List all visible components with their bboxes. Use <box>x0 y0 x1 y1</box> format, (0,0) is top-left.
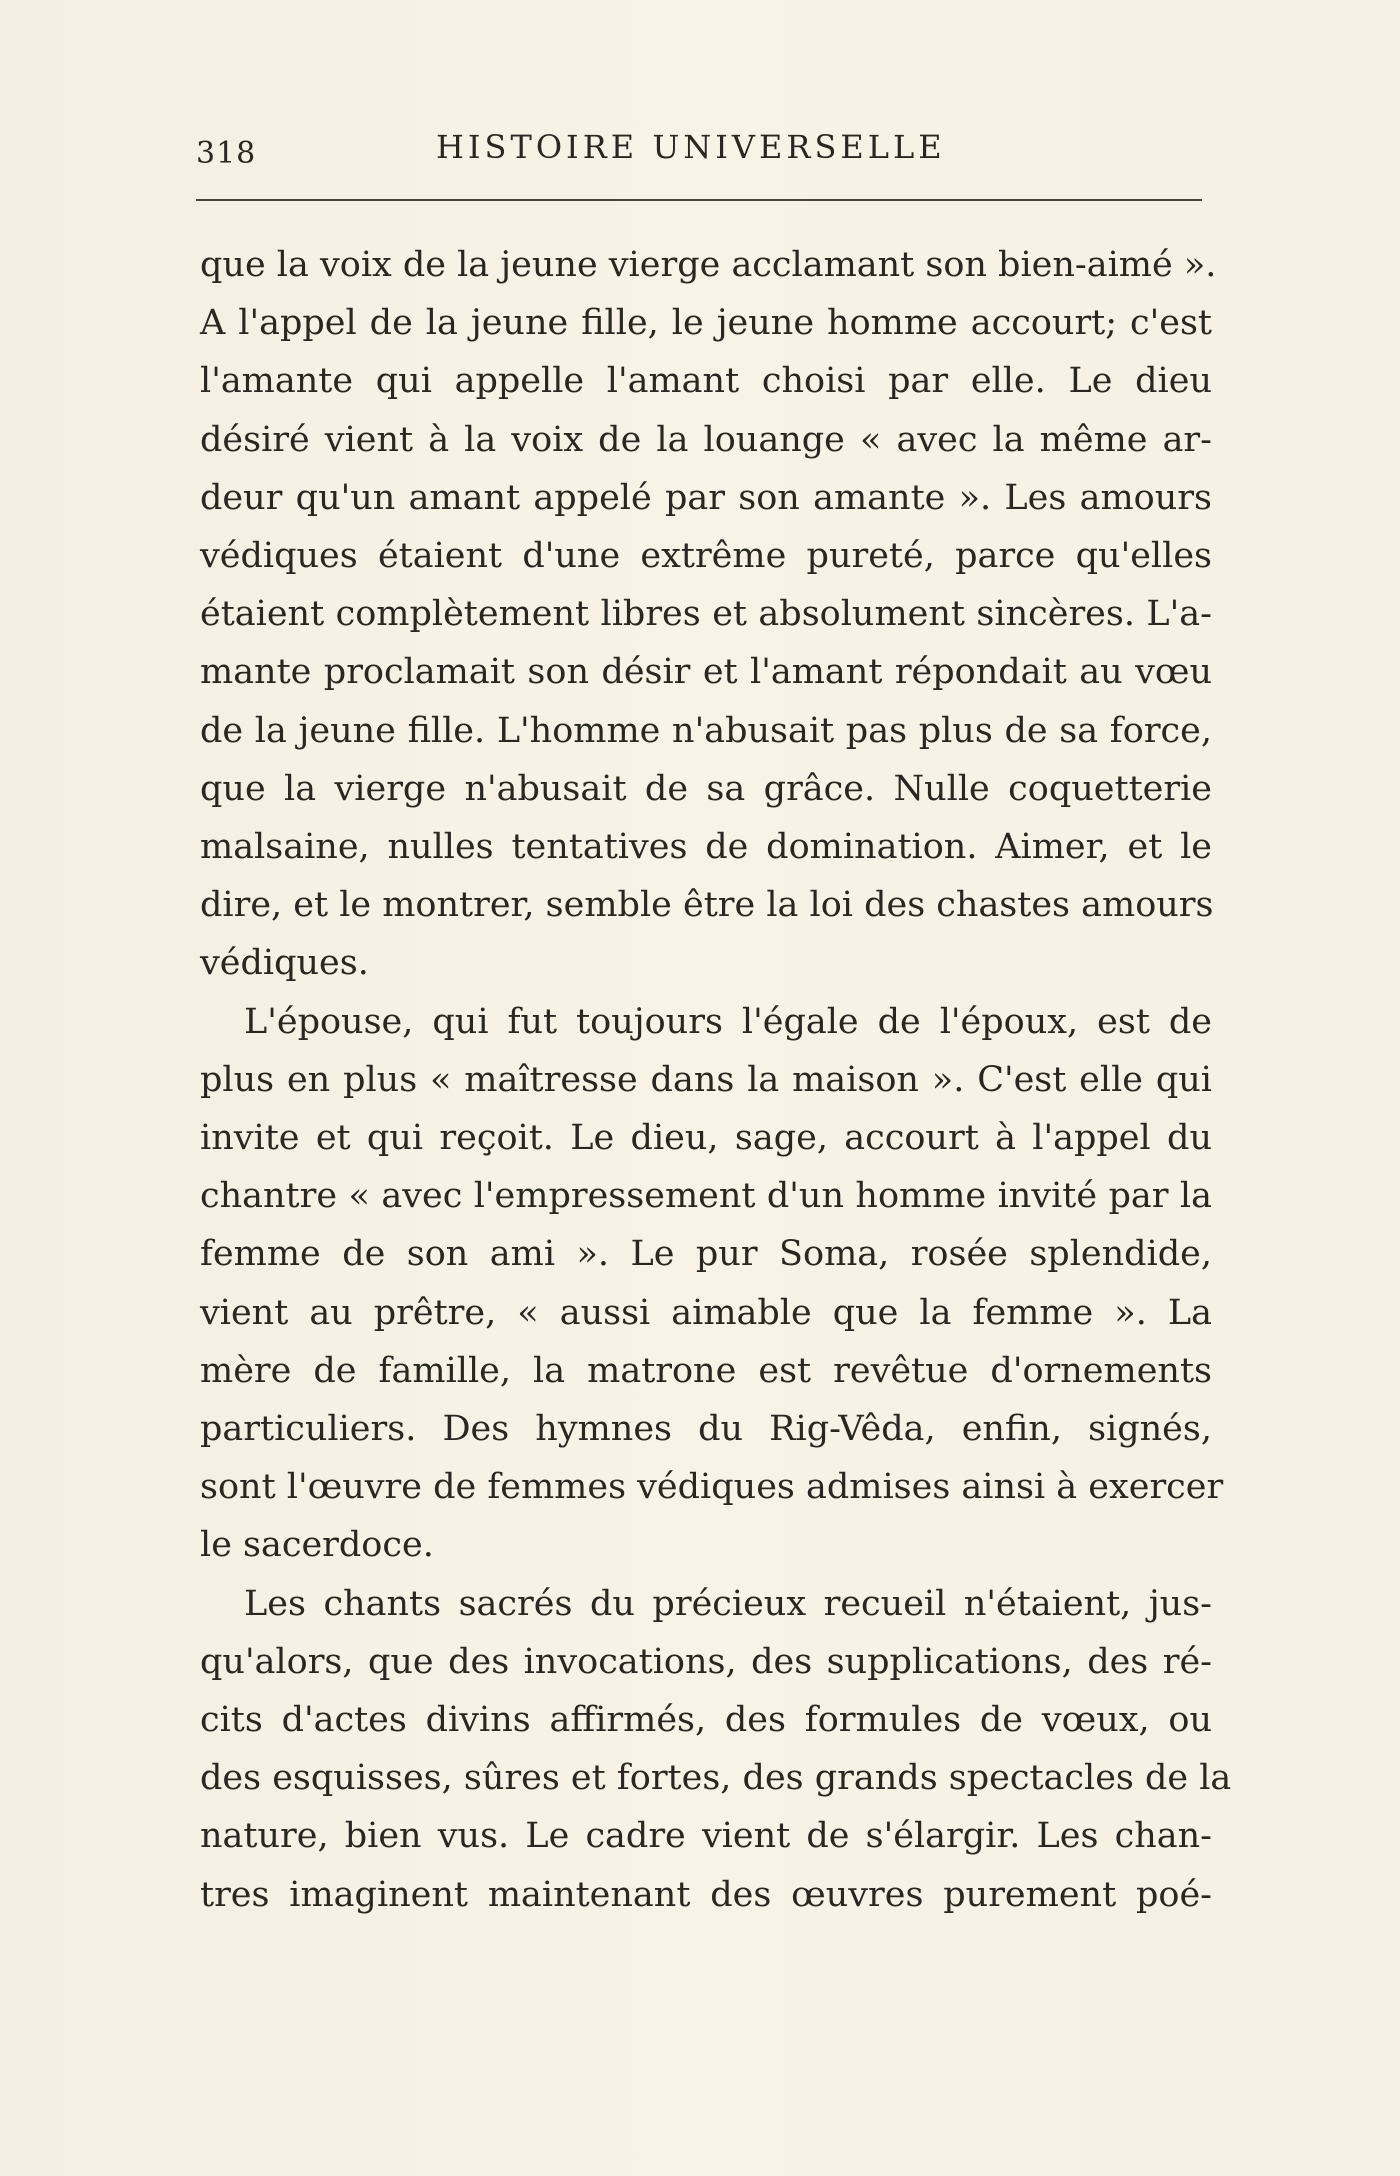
text-line: mante proclamait son désir et l'amant répondait au vœu <box>200 652 1212 693</box>
text-line: qu'alors, que des invocations, des supplications, des ré- <box>200 1641 1212 1682</box>
text-line: nature, bien vus. Le cadre vient de s'élargir. Les chan- <box>200 1816 1212 1857</box>
page-number: 318 <box>196 136 257 171</box>
text-line: l'amante qui appelle l'amant choisi par elle. Le dieu <box>200 361 1212 402</box>
text-line: tres imaginent maintenant des œuvres purement poé- <box>200 1874 1212 1915</box>
text-line: sont l'œuvre de femmes védiques admises ainsi à exercer <box>200 1467 1224 1508</box>
text-line: malsaine, nulles tentatives de domination. Aimer, et le <box>200 827 1212 868</box>
paragraph-3 <box>200 1575 1232 1924</box>
text-line: vient au prêtre, « aussi aimable que la femme ». La <box>200 1292 1212 1333</box>
text-line: invite et qui reçoit. Le dieu, sage, accourt à l'appel du <box>200 1118 1212 1159</box>
text-line: chantre « avec l'empressement d'un homme invité par la <box>200 1176 1212 1217</box>
text-line: de la jeune fille. L'homme n'abusait pas plus de sa force, <box>200 710 1212 751</box>
text-line: plus en plus « maîtresse dans la maison ». C'est elle qui <box>200 1059 1212 1100</box>
text-line: A l'appel de la jeune fille, le jeune homme accourt; c'est <box>200 303 1212 344</box>
text-line: le sacerdoce. <box>200 1525 434 1566</box>
text-line: étaient complètement libres et absolument sincères. L'a- <box>200 594 1212 635</box>
page-header <box>196 128 1202 172</box>
text-line: particuliers. Des hymnes du Rig-Vêda, enfin, signés, <box>200 1409 1212 1450</box>
paragraph-2 <box>200 993 1224 1575</box>
body-text <box>200 236 1232 1924</box>
text-line: Les chants sacrés du précieux recueil n'étaient, jus- <box>244 1583 1212 1624</box>
text-line: des esquisses, sûres et fortes, des grands spectacles de la <box>200 1758 1232 1799</box>
paragraph-1 <box>200 236 1217 993</box>
text-line: deur qu'un amant appelé par son amante ». Les amours <box>200 477 1212 518</box>
text-line: védiques étaient d'une extrême pureté, parce qu'elles <box>200 536 1212 577</box>
text-line: dire, et le montrer, semble être la loi des chastes amours <box>200 885 1214 926</box>
text-line: désiré vient à la voix de la louange « avec la même ar- <box>200 419 1212 460</box>
text-line: que la vierge n'abusait de sa grâce. Nulle coquetterie <box>200 768 1212 809</box>
text-line: mère de famille, la matrone est revêtue d'ornements <box>200 1350 1212 1391</box>
text-line: L'épouse, qui fut toujours l'égale de l'époux, est de <box>244 1001 1212 1042</box>
running-title: HISTOIRE UNIVERSELLE <box>436 128 946 166</box>
text-line: que la voix de la jeune vierge acclamant son bien-aimé ». <box>200 245 1217 285</box>
text-line: védiques. <box>200 943 369 984</box>
text-line: cits d'actes divins affirmés, des formules de vœux, ou <box>200 1700 1212 1741</box>
text-line: femme de son ami ». Le pur Soma, rosée splendide, <box>200 1234 1212 1275</box>
header-rule <box>196 199 1202 201</box>
